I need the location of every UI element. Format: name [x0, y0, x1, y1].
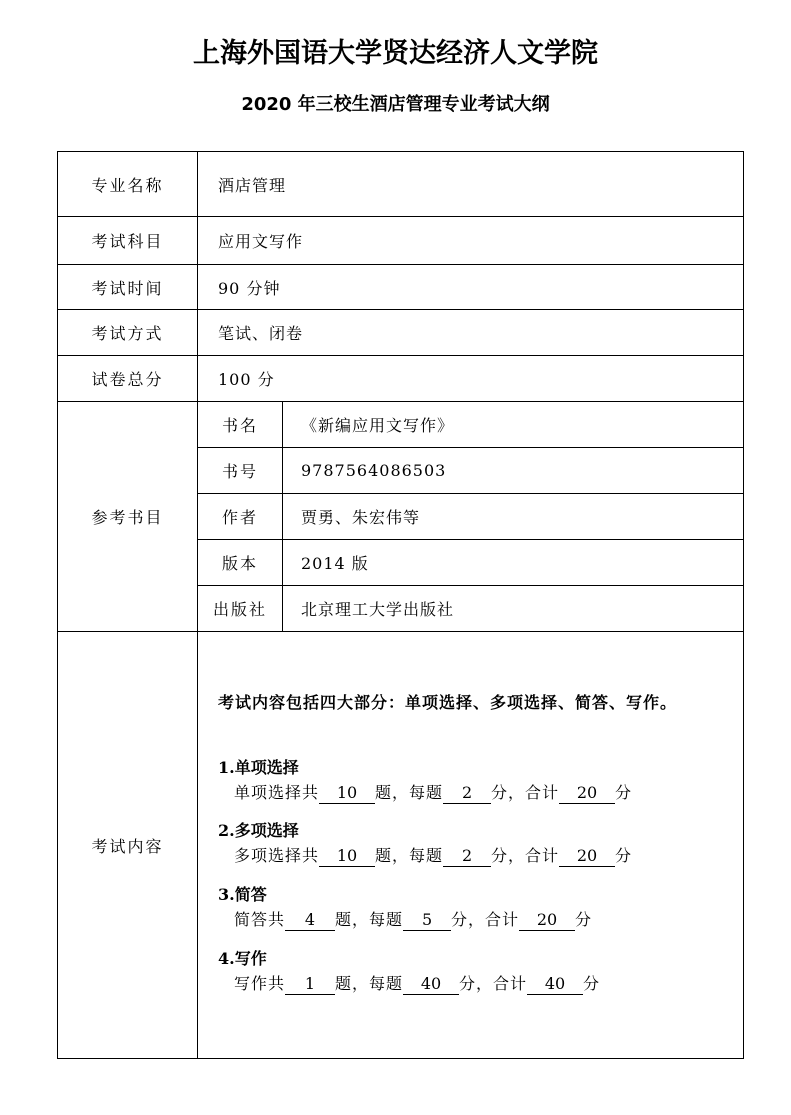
points-each: 2: [443, 783, 491, 804]
points-each: 2: [443, 846, 491, 867]
ref-label-publisher: 出版社: [198, 586, 283, 631]
per-label: 题，每题: [375, 783, 444, 802]
reference-row: [198, 447, 743, 493]
reference-table: [198, 402, 743, 631]
sum-label: 分，合计: [451, 910, 520, 929]
subject-value: 应用文写作: [198, 217, 744, 265]
section-short-answer: [218, 883, 592, 933]
section-title: 4.写作: [218, 949, 267, 968]
reference-row: [198, 586, 743, 631]
points-each: 40: [403, 974, 459, 995]
question-count: 10: [319, 783, 375, 804]
content-body: [198, 632, 743, 1058]
sum-label: 分，合计: [491, 783, 560, 802]
reference-row: [198, 493, 743, 539]
points-total: 20: [559, 846, 615, 867]
total-value: 100 分: [198, 356, 744, 402]
duration-value: 90 分钟: [198, 265, 744, 310]
section-title: 2.多项选择: [218, 821, 299, 840]
section-prefix: 简答共: [234, 910, 286, 929]
exam-outline-table: [57, 151, 744, 1059]
ref-label-author: 作者: [198, 493, 283, 539]
sum-label: 分，合计: [491, 846, 560, 865]
question-count: 4: [285, 910, 335, 931]
content-label: 考试内容: [58, 632, 198, 1059]
question-count: 1: [285, 974, 335, 995]
ref-value-author: 贾勇、朱宏伟等: [283, 493, 744, 539]
reference-cell: [198, 402, 744, 632]
per-label: 题，每题: [335, 974, 404, 993]
document-subtitle: 2020 年三校生酒店管理专业考试大纲: [241, 94, 550, 115]
row-total: [58, 356, 744, 402]
row-subject: [58, 217, 744, 265]
question-count: 10: [319, 846, 375, 867]
row-major: [58, 152, 744, 217]
row-reference: [58, 402, 744, 632]
section-title: 1.单项选择: [218, 758, 299, 777]
points-total: 20: [519, 910, 575, 931]
method-value: 笔试、闭卷: [198, 310, 744, 356]
section-multiple-choice: [218, 819, 632, 869]
row-method: [58, 310, 744, 356]
content-cell: [198, 632, 744, 1059]
duration-label: 考试时间: [58, 265, 198, 310]
ref-label-title: 书名: [198, 402, 283, 447]
per-label: 题，每题: [375, 846, 444, 865]
ref-label-edition: 版本: [198, 540, 283, 586]
points-total: 40: [527, 974, 583, 995]
ref-value-publisher: 北京理工大学出版社: [283, 586, 744, 631]
section-writing: [218, 947, 600, 997]
section-detail: [218, 780, 632, 806]
document-title: 上海外国语大学贤达经济人文学院: [193, 38, 598, 69]
section-single-choice: [218, 756, 632, 806]
reference-label: 参考书目: [58, 402, 198, 632]
major-value: 酒店管理: [198, 152, 744, 217]
reference-row: [198, 540, 743, 586]
major-label: 专业名称: [58, 152, 198, 217]
subject-label: 考试科目: [58, 217, 198, 265]
per-label: 题，每题: [335, 910, 404, 929]
content-intro: 考试内容包括四大部分：单项选择、多项选择、简答、写作。: [218, 693, 678, 712]
unit-label: 分: [583, 974, 601, 993]
section-detail: [218, 907, 592, 933]
ref-value-title: 《新编应用文写作》: [283, 402, 744, 447]
section-prefix: 多项选择共: [234, 846, 320, 865]
ref-value-isbn: 9787564086503: [283, 447, 744, 493]
section-detail: [218, 971, 600, 997]
sum-label: 分，合计: [459, 974, 528, 993]
unit-label: 分: [615, 783, 633, 802]
section-prefix: 单项选择共: [234, 783, 320, 802]
points-total: 20: [559, 783, 615, 804]
ref-value-edition: 2014 版: [283, 540, 744, 586]
total-label: 试卷总分: [58, 356, 198, 402]
section-title: 3.简答: [218, 885, 267, 904]
unit-label: 分: [615, 846, 633, 865]
method-label: 考试方式: [58, 310, 198, 356]
row-content: [58, 632, 744, 1059]
unit-label: 分: [575, 910, 593, 929]
section-detail: [218, 843, 632, 869]
points-each: 5: [403, 910, 451, 931]
ref-label-isbn: 书号: [198, 447, 283, 493]
reference-row: [198, 402, 743, 447]
row-duration: [58, 265, 744, 310]
section-prefix: 写作共: [234, 974, 286, 993]
